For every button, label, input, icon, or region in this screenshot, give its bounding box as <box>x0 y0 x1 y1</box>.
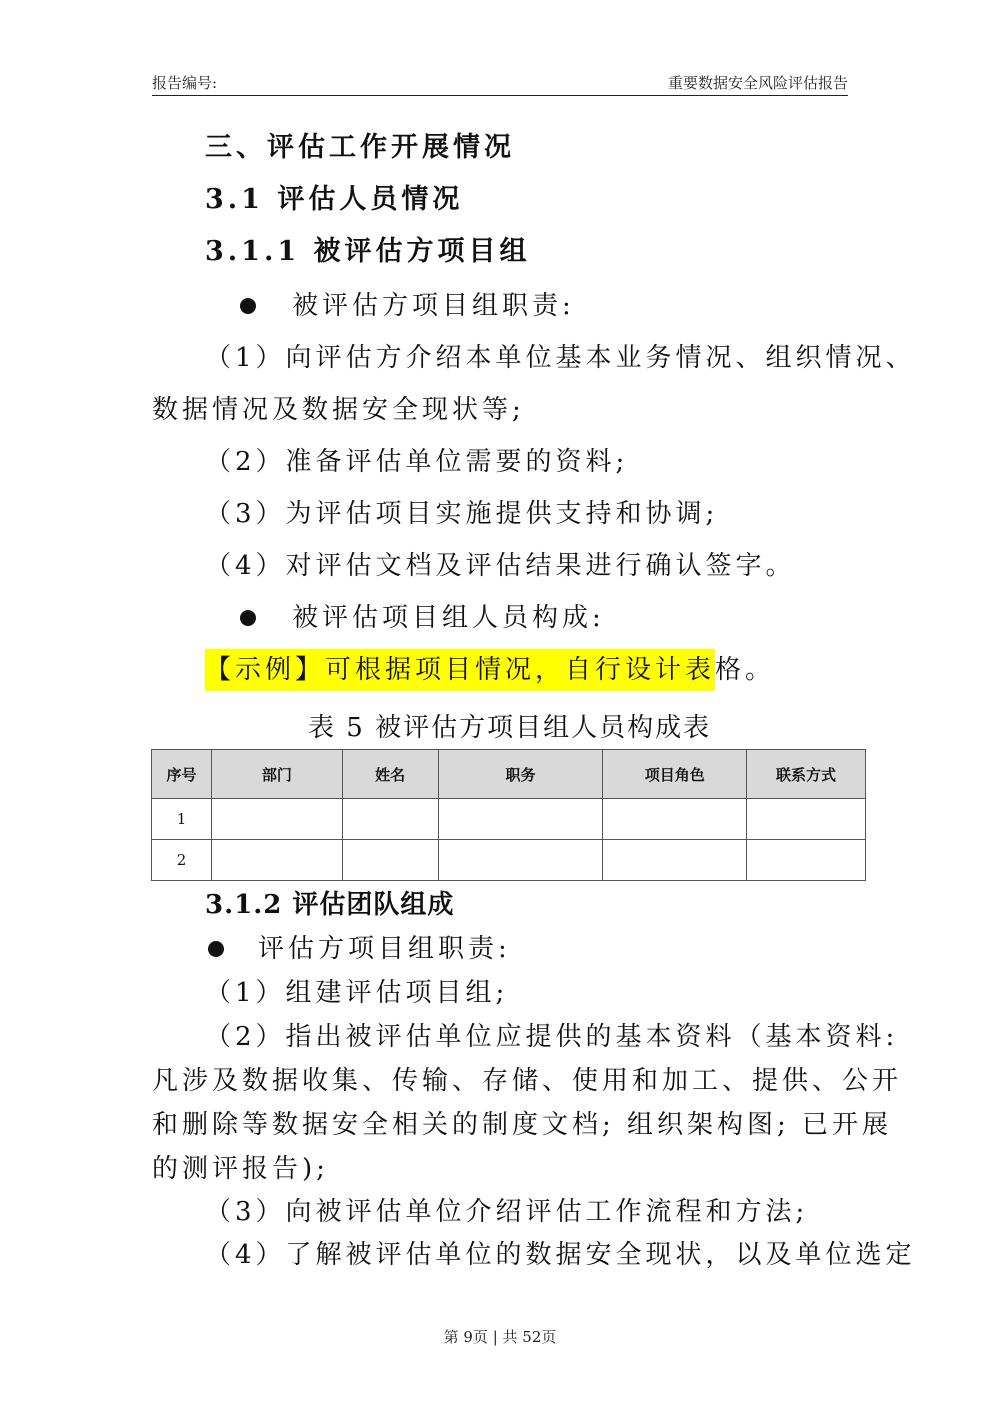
col-header-department: 部门 <box>211 750 342 799</box>
header-report-number: 报告编号: <box>152 74 218 92</box>
paragraph-line: （2）准备评估单位需要的资料; <box>205 447 629 477</box>
table-row <box>152 840 866 881</box>
table-header-row <box>152 750 866 799</box>
paragraph-line: 数据情况及数据安全现状等; <box>152 395 525 425</box>
cell <box>603 840 747 881</box>
bullet-text: 被评估项目组人员构成: <box>292 603 605 633</box>
cell-index: 2 <box>152 840 212 881</box>
example-note: 【示例】可根据项目情况，自行设计表格。 <box>205 655 776 685</box>
cell <box>211 799 342 840</box>
col-header-position: 职务 <box>438 750 603 799</box>
header-divider <box>152 95 848 96</box>
paragraph-line: （3）向被评估单位介绍评估工作流程和方法; <box>205 1197 809 1227</box>
bullet-icon <box>240 610 256 626</box>
cell <box>603 799 747 840</box>
paragraph-line: 和删除等数据安全相关的制度文档; 组织架构图; 已开展 <box>152 1110 893 1140</box>
table-caption: 表 5 被评估方项目组人员构成表 <box>308 713 712 743</box>
table-row <box>152 799 866 840</box>
section-heading-3: 三、评估工作开展情况 <box>205 132 515 163</box>
col-header-name: 姓名 <box>342 750 438 799</box>
bullet-icon <box>240 298 256 314</box>
paragraph-line: 凡涉及数据收集、传输、存储、使用和加工、提供、公开 <box>152 1066 903 1096</box>
cell-index: 1 <box>152 799 212 840</box>
paragraph-line: （4）了解被评估单位的数据安全现状，以及单位选定 <box>205 1240 916 1270</box>
bullet-text: 被评估方项目组职责: <box>292 291 575 321</box>
header-report-title: 重要数据安全风险评估报告 <box>667 74 848 92</box>
members-table <box>151 749 866 881</box>
paragraph-line: （4）对评估文档及评估结果进行确认签字。 <box>205 551 796 581</box>
bullet-icon <box>208 941 224 957</box>
cell <box>747 840 866 881</box>
col-header-project-role: 项目角色 <box>603 750 747 799</box>
paragraph-line: （3）为评估项目实施提供支持和协调; <box>205 499 719 529</box>
paragraph-line: （2）指出被评估单位应提供的基本资料（基本资料: <box>205 1022 899 1052</box>
subsection-heading-3-1: 3.1 评估人员情况 <box>205 184 464 215</box>
subsection-heading-3-1-2: 3.1.2 评估团队组成 <box>205 890 455 920</box>
subsection-heading-3-1-1: 3.1.1 被评估方项目组 <box>205 236 531 267</box>
paragraph-line: （1）向评估方介绍本单位基本业务情况、组织情况、 <box>205 343 916 373</box>
col-header-contact: 联系方式 <box>747 750 866 799</box>
paragraph-line: （1）组建评估项目组; <box>205 978 509 1008</box>
cell <box>747 799 866 840</box>
bullet-text: 评估方项目组职责: <box>258 934 511 964</box>
col-header-index: 序号 <box>152 750 212 799</box>
cell <box>342 840 438 881</box>
cell <box>211 840 342 881</box>
cell <box>438 799 603 840</box>
cell <box>342 799 438 840</box>
paragraph-line: 的测评报告); <box>152 1154 329 1184</box>
page-footer: 第 9页 | 共 52页 <box>443 1328 557 1346</box>
cell <box>438 840 603 881</box>
